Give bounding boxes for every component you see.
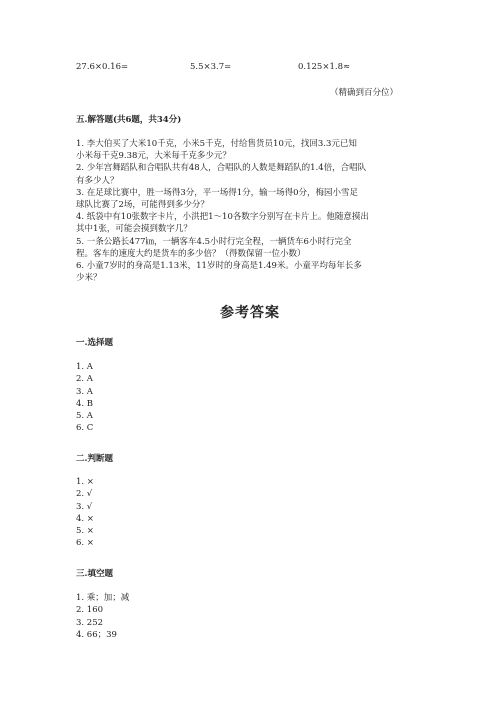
answer-item: 1. × xyxy=(76,477,94,487)
choice-section-title: 一.选择题 xyxy=(76,338,113,348)
problem-line: 其中1张，可能会摸到数字几？ xyxy=(76,224,192,235)
calc-item-3: 0.125×1.8≈ xyxy=(298,62,351,72)
answer-item: 4. B xyxy=(76,398,94,409)
answer-item: 4. 66；39 xyxy=(76,629,117,640)
fill-answer-list xyxy=(76,592,129,641)
answer-item: 1. 乘；加；减 xyxy=(76,593,130,603)
problem-line: 5. 一条公路长477㎞，一辆客车4.5小时行完全程，一辆货车6小时行完全 xyxy=(76,236,352,247)
answer-item: 5. A xyxy=(76,411,93,422)
answer-item: 3. A xyxy=(76,386,93,397)
answer-item: 1. A xyxy=(76,362,93,372)
answer-item: 3. √ xyxy=(76,501,93,512)
problem-line: 程。客车的速度大约是货车的多少倍？（得数保留一位小数） xyxy=(76,248,306,259)
choice-answer-list xyxy=(76,361,93,435)
answer-item: 3. 252 xyxy=(76,617,104,628)
problem-line: 1. 李大伯买了大米10千克，小米5千克，付给售货员10元，找回3.3元已知 xyxy=(76,139,357,149)
answer-item: 2. √ xyxy=(76,489,93,500)
answers-heading: 参考答案 xyxy=(220,305,280,321)
calc-item-1: 27.6×0.16= xyxy=(76,62,129,72)
judge-answer-list xyxy=(76,476,94,550)
answer-item: 2. 160 xyxy=(76,605,104,616)
judge-section-title: 二.判断题 xyxy=(76,454,113,464)
section-5-title: 五.解答题(共6题，共34分) xyxy=(76,115,182,125)
answer-item: 6. C xyxy=(76,423,94,434)
answer-item: 5. × xyxy=(76,526,94,537)
problem-line: 有多少人？ xyxy=(76,175,119,186)
calc-item-2: 5.5×3.7= xyxy=(190,62,232,72)
problem-list xyxy=(76,138,436,284)
problem-line: 球队比赛了2场，可能得到多少分？ xyxy=(76,200,209,211)
fill-section-title: 三.填空题 xyxy=(76,569,113,579)
problem-line: 4. 纸袋中有10张数字卡片，小洪把1～10各数字分别写在卡片上。他随意摸出 xyxy=(76,212,369,223)
precision-note: （精确到百分位） xyxy=(330,88,399,98)
answer-item: 2. A xyxy=(76,374,93,385)
answer-item: 4. × xyxy=(76,513,94,524)
problem-line: 2. 少年宫舞蹈队和合唱队共有48人，合唱队的人数是舞蹈队的1.4倍，合唱队 xyxy=(76,163,367,174)
problem-line: 少米？ xyxy=(76,273,102,284)
problem-line: 3. 在足球比赛中，胜一场得3分，平一场得1分，输一场得0分，梅园小雪足 xyxy=(76,187,359,198)
problem-line: 6. 小童7岁时的身高是1.13米，11岁时的身高是1.49米。小童平均每年长多 xyxy=(76,261,362,272)
problem-line: 小米每千克9.38元，大米每千克多少元？ xyxy=(76,151,231,162)
answer-item: 6. × xyxy=(76,538,94,549)
